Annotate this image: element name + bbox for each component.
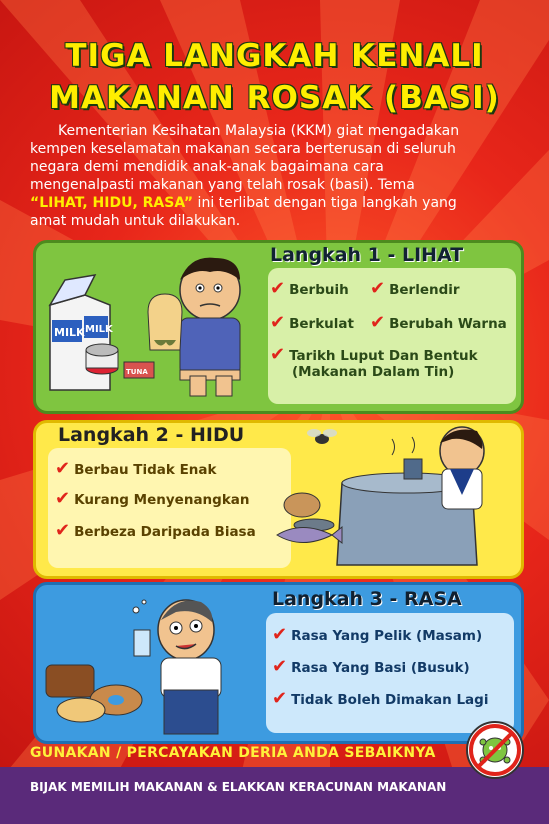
step-1-item <box>370 312 507 333</box>
check-icon: ✔ <box>370 312 386 333</box>
intro-line: negara demi mendidik anak-anak bagaimana cara <box>30 159 384 175</box>
item-label: Berbuih <box>289 282 349 298</box>
item-label: Rasa Yang Basi (Busuk) <box>291 660 470 676</box>
milk-label-2: MILK <box>85 324 113 335</box>
spoiled-food-illustration <box>40 250 270 400</box>
step-1-item <box>270 312 354 333</box>
germ-badge-icon <box>465 720 525 780</box>
step-3-item <box>272 688 488 709</box>
taste-illustration <box>36 590 268 735</box>
item-label: Tidak Boleh Dimakan Lagi <box>291 692 489 708</box>
step-2-item <box>55 520 256 541</box>
intro-line: mengenalpasti makanan yang telah rosak (basi). Tema <box>30 177 415 193</box>
intro-paragraph <box>30 122 520 230</box>
item-label: Berubah Warna <box>389 316 507 332</box>
step-1-item <box>270 278 349 299</box>
step-3-item <box>272 624 482 645</box>
step-2-title: Langkah 2 - HIDU <box>58 424 245 446</box>
intro-line: Kementerian Kesihatan Malaysia (KKM) giat mengadakan <box>58 123 460 139</box>
intro-line: kempen keselamatan makanan secara berterusan di seluruh <box>30 141 456 157</box>
smell-illustration <box>262 425 517 573</box>
step-1-item <box>270 344 478 365</box>
intro-line: amat mudah untuk dilakukan. <box>30 213 241 229</box>
item-label: Berbeza Daripada Biasa <box>74 524 256 540</box>
intro-line <box>30 194 520 212</box>
check-icon: ✔ <box>270 312 286 333</box>
check-icon: ✔ <box>272 624 288 645</box>
check-icon: ✔ <box>55 520 71 541</box>
check-icon: ✔ <box>270 278 286 299</box>
step-2-item <box>55 458 217 479</box>
step-3-item <box>272 656 470 677</box>
fly-icon <box>307 429 337 444</box>
title-line-2: MAKANAN ROSAK (BASI) <box>49 80 500 116</box>
step-1-title: Langkah 1 - LIHAT <box>270 244 464 266</box>
check-icon: ✔ <box>272 656 288 677</box>
item-label: Berbau Tidak Enak <box>74 462 217 478</box>
item-label: Berlendir <box>389 282 460 298</box>
footer-slogan: GUNAKAN / PERCAYAKAN DERIA ANDA SEBAIKNYA <box>30 745 436 761</box>
step-3-title: Langkah 3 - RASA <box>272 588 462 610</box>
footer-message: BIJAK MEMILIH MAKANAN & ELAKKAN KERACUNAN MAKANAN <box>30 780 447 794</box>
item-label: Kurang Menyenangkan <box>74 492 250 508</box>
item-label: Rasa Yang Pelik (Masam) <box>291 628 483 644</box>
theme-text: “LIHAT, HIDU, RASA” <box>30 195 194 211</box>
step-2-item <box>55 488 250 509</box>
check-icon: ✔ <box>55 458 71 479</box>
step-1-item-sub: (Makanan Dalam Tin) <box>292 364 455 380</box>
check-icon: ✔ <box>272 688 288 709</box>
check-icon: ✔ <box>370 278 386 299</box>
check-icon: ✔ <box>55 488 71 509</box>
title-line-1: TIGA LANGKAH KENALI <box>65 38 484 74</box>
item-label: Berkulat <box>289 316 354 332</box>
milk-label-1: MILK <box>54 326 85 339</box>
tuna-label: TUNA <box>126 368 148 376</box>
check-icon: ✔ <box>270 344 286 365</box>
item-label: Tarikh Luput Dan Bentuk <box>289 348 478 364</box>
step-1-item <box>370 278 460 299</box>
intro-line-rest: ini terlibat dengan tiga langkah yang <box>193 195 457 211</box>
